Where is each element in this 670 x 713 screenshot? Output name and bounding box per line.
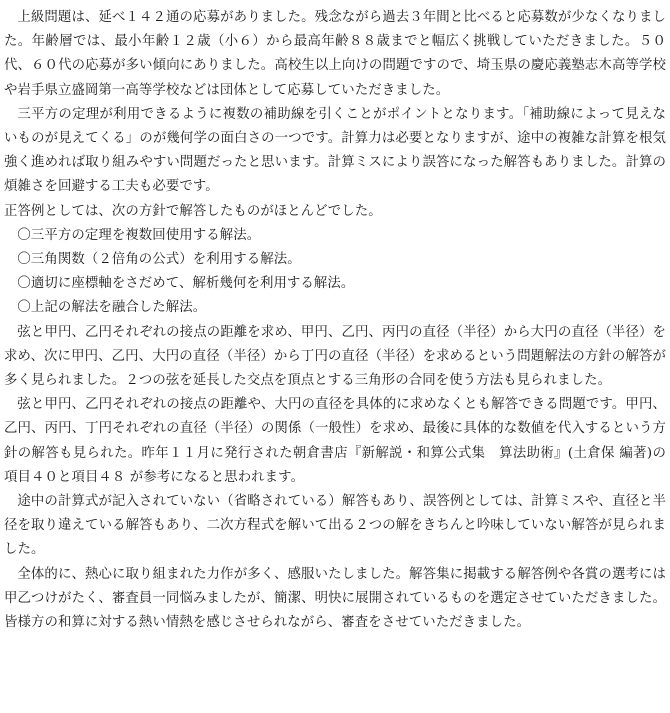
paragraph-general-relation: 弦と甲円、乙円それぞれの接点の距離や、大円の直径を具体的に求めなくとも解答できる問題です。甲円、乙円、丙円、丁円それぞれの直径（半径）の関係（一般性）を求め、最後に具体的な数値を代入するという方針の解答も見られた。昨年１１月に発行された朝倉書店『新解説・和算公式集 算法助術』(土倉保 編著)の項目４０と項目４８ が参考になると思われます。 bbox=[4, 397, 666, 485]
paragraph-correct-examples-intro: 正答例としては、次の方針で解答したものがほとんどでした。 bbox=[4, 203, 382, 219]
document-body bbox=[4, 6, 666, 635]
paragraph-incorrect-examples: 途中の計算式が記入されていない（省略されている）解答もあり、誤答例としては、計算ミスや、直径と半径を取り違えている解答もあり、二次方程式を解いて出る２つの解をきちんと吟味していない解答が見られました。 bbox=[4, 494, 666, 558]
solution-methods-list bbox=[4, 224, 666, 321]
list-item: 〇三平方の定理を複数回使用する解法。 bbox=[17, 227, 261, 243]
paragraph-solution-approach: 弦と甲円、乙円それぞれの接点の距離を求め、甲円、乙円、丙円の直径（半径）から大円の直径（半径）を求め、次に甲円、乙円、大円の直径（半径）から丁円の直径（半径）を求めるという問題解法の方針の解答が多く見られました。２つの弦を延長した交点を頂点とする三角形の合同を使う方法も見られました。 bbox=[4, 324, 666, 389]
list-item: 〇上記の解法を融合した解法。 bbox=[17, 300, 207, 316]
paragraph-application-summary: 上級問題は、延べ１４２通の応募がありました。残念ながら過去３年間と比べると応募数が少なくなりました。年齢層では、最小年齢１２歳（小６）から最高年齢８８歳までと幅広く挑戦していただきました。５０代、６０代の応募が多い傾向にありました。高校生以上向けの問題ですので、埼玉県の慶応義塾志木高等学校や岩手県立盛岡第一高等学校などは団体として応募していただきました。 bbox=[4, 10, 666, 98]
list-item: 〇三角関数（２倍角の公式）を利用する解法。 bbox=[17, 252, 301, 268]
list-item: 〇適切に座標軸をさだめて、解析幾何を利用する解法。 bbox=[17, 276, 355, 292]
paragraph-problem-key-point: 三平方の定理が利用できるように複数の補助線を引くことがポイントとなります。「補助線によって見えないものが見えてくる」のが幾何学の面白さの一つです。計算力は必要となりますが、途中の複雑な計算を根気強く進めれば取り組みやすい問題だったと思います。計算ミスにより誤答になった解答もありました。計算の煩雑さを回避する工夫も必要です。 bbox=[4, 106, 666, 195]
paragraph-closing-remarks: 全体的に、熱心に取り組まれた力作が多く、感服いたしました。解答集に掲載する解答例や各賞の選考には甲乙つけがたく、審査員一同悩みましたが、簡潔、明快に展開されているものを選定させていただきました。皆様方の和算に対する熱い情熱を感じさせられながら、審査をさせていただきました。 bbox=[4, 566, 666, 631]
